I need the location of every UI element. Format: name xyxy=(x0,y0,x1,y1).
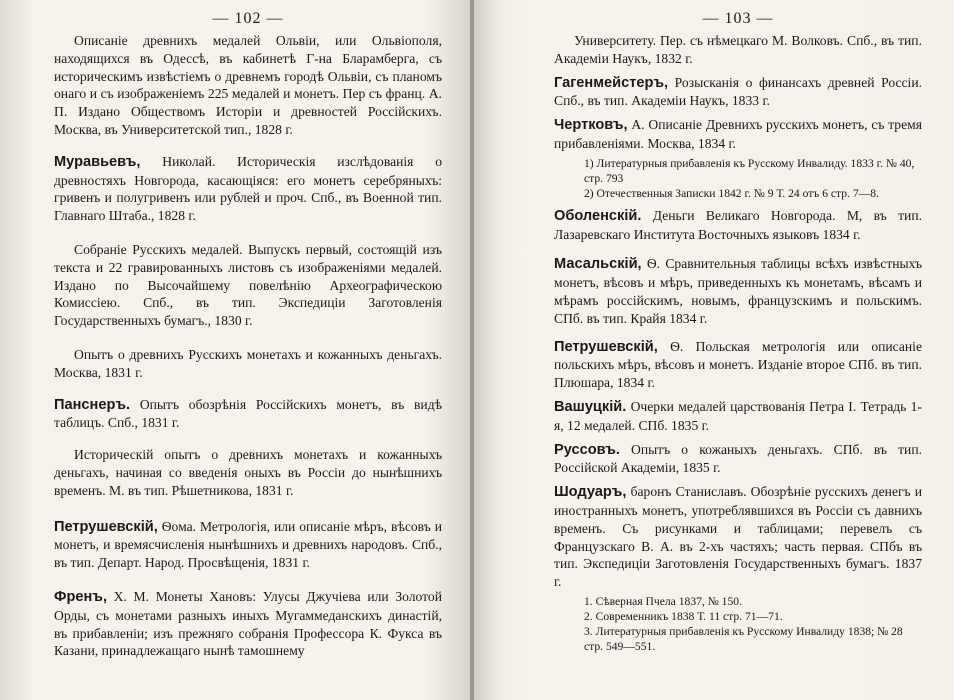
entry-text: Опытъ обозрѣнія Россійскихъ монетъ, въ видѣ таблицъ. Спб., 1831 г. xyxy=(54,396,442,431)
author-name: Петрушевскій, xyxy=(554,338,658,355)
entry-text: Розысканія о финансахъ древней Россіи. Спб., въ тип. Академіи Наукъ, 1833 г. xyxy=(554,74,922,109)
footnote: 3. Литературныя прибавленія къ Русскому Инвалиду 1838; № 28 стр. 549—551. xyxy=(584,624,903,653)
entry-text: Опытъ о кожаныхъ деньгахъ. СПб. въ тип. Россійской Академіи, 1835 г. xyxy=(554,441,922,476)
entry-text: Опытъ о древнихъ Русскихъ монетахъ и кожанныхъ деньгахъ. Москва, 1831 г. xyxy=(54,346,442,380)
right-page xyxy=(474,0,954,700)
author-name: Вашуцкій. xyxy=(554,398,627,415)
author-name: Муравьевъ, xyxy=(54,153,141,170)
bibliography-entry xyxy=(554,398,922,435)
entry-text: Ѳ. Сравнительныя таблицы всѣхъ извѣстныхъ монетъ, вѣсовъ и мѣръ, приведенныхъ къ монетамъ, вѣсамъ и мѣрамъ россійскимъ, новымъ, французскимъ и польскимъ. СПб. въ тип. Крайя 1834 г. xyxy=(554,256,922,326)
bibliography-entry xyxy=(554,207,922,244)
author-name: Шодуаръ, xyxy=(554,484,627,501)
entry-list xyxy=(54,32,442,660)
page-number: — 102 — xyxy=(212,10,284,27)
bibliography-entry xyxy=(54,518,442,572)
footnote: 2. Современникъ 1838 Т. 11 стр. 71—71. xyxy=(584,609,783,623)
entry-text: А. Описаніе Древнихъ русскихъ монетъ, съ тремя прибавленіями. Москва, 1834 г. xyxy=(554,117,922,151)
bibliography-entry xyxy=(54,396,442,433)
entry-list xyxy=(554,32,922,654)
entry-text: Николай. Историческія изслѣдованія о древностяхъ Новгорода, касающіяся: его монетъ серебряныхъ: гривенъ и полугривенъ или рублей и проч. Спб., въ Военной тип. Главнаго Штаба., 1828 г. xyxy=(54,153,442,224)
footnote: 2) Отечественныя Записки 1842 г. № 9 Т. 24 отъ 6 стр. 7—8. xyxy=(584,186,879,200)
author-name: Френъ, xyxy=(54,588,107,605)
entry-text: Х. М. Монеты Хановъ: Улусы Джучіева или Золотой Орды, съ монетами разныхъ иныхъ Мугаммеданскихъ династій, въ прибавленіи; изъ прежняго собранія Профессора К. Фукса въ Казани, принадлежащаго нынѣ тамошнему xyxy=(54,588,442,659)
bibliography-entry xyxy=(54,346,442,382)
bibliography-entry xyxy=(554,483,922,591)
author-name: Панснеръ. xyxy=(54,396,131,413)
bibliography-entry xyxy=(554,441,922,478)
entry-text: Ѳ. Польская метрологія или описаніе польскихъ мѣръ, вѣсовъ и монетъ. Изданіе второе СПб. въ тип. Плюшара, 1834 г. xyxy=(554,338,922,391)
bibliography-entry xyxy=(54,241,442,330)
entry-text: Собраніе Русскихъ медалей. Выпускъ первый, состоящій изъ текста и 22 гравированныхъ листовъ съ изображеніями медалей. Издано по Высочайшему повелѣнію Археографическою Комиссіею. Спб., въ тип. Экспедиціи Заготовленія Государственныхъ бумагъ., 1830 г. xyxy=(54,241,442,329)
bibliography-entry xyxy=(54,588,442,660)
author-name: Масальскій, xyxy=(554,256,642,273)
page-number: — 103 — xyxy=(702,10,774,27)
entry-text: Историческій опытъ о древнихъ монетахъ и кожанныхъ деньгахъ, начиная со введенія оныхъ въ Россіи до нынѣшнихъ временъ. М. въ тип. Рѣшетникова, 1831 г. xyxy=(54,447,442,498)
left-page xyxy=(0,0,472,700)
author-name: Чертковъ, xyxy=(554,117,628,134)
bibliography-entry xyxy=(554,116,922,153)
entry-text: баронъ Станиславъ. Обозрѣніе русскихъ денегъ и иностранныхъ монетъ, употреблявшихся въ Россіи съ давнихъ временъ. Съ рисунками и таблицами; перевелъ съ Французскаго В. А. въ 2-хъ частяхъ; часть первая. СПбъ въ тип. Экспедиціи Заготовленія Государственныхъ бумагъ. 1837 г. xyxy=(554,484,922,590)
entry-text: Университету. Пер. съ нѣмецкаго М. Волковъ. Спб., въ тип. Академіи Наукъ, 1832 г. xyxy=(554,33,922,66)
bibliography-entry xyxy=(54,446,442,499)
bibliography-entry xyxy=(554,255,922,327)
author-name: Гагенмейстеръ, xyxy=(554,74,669,91)
author-name: Петрушевскій, xyxy=(54,518,158,535)
entry-text: Ѳома. Метрологія, или описаніе мѣръ, вѣсовъ и монетъ, и времясчисленія нынѣшнихъ и древнихъ народовъ. Спб., въ тип. Департ. Народ. Просвѣщенія, 1831 г. xyxy=(54,518,442,571)
bibliography-entry xyxy=(54,153,442,225)
entry-text: Описаніе древнихъ медалей Ольвіи, или Ольвіополя, находящихся въ Одессѣ, въ кабинетѣ Г-на Бларамберга, съ историческимъ извѣстіемъ о древнемъ городѣ Ольвіи, съ планомъ онаго и съ изображеніемъ 225 медалей и монетъ. Пер съ франц. А. П. Издано Обществомъ Исторіи и древностей Россійскихъ. Москва, въ Университетской тип., 1828 г. xyxy=(54,33,442,137)
footnote: 1) Литературныя прибавленія къ Русскому Инвалиду. 1833 г. № 40, стр. 793 xyxy=(584,156,915,185)
author-name: Руссовъ. xyxy=(554,441,620,458)
bibliography-entry xyxy=(54,32,442,139)
entry-text: Очерки медалей царствованія Петра I. Тетрадь 1-я, 12 медалей. СПб. 1835 г. xyxy=(554,398,922,433)
bibliography-entry xyxy=(554,74,922,111)
author-name: Оболенскій. xyxy=(554,207,642,224)
bibliography-entry xyxy=(554,32,922,68)
footnote: 1. Сѣверная Пчела 1837, № 150. xyxy=(584,594,742,608)
bibliography-entry xyxy=(554,338,922,392)
entry-text: Деньги Великаго Новгорода. М, въ тип. Лазаревскаго Института Восточныхъ языковъ 1834 г. xyxy=(554,207,922,242)
